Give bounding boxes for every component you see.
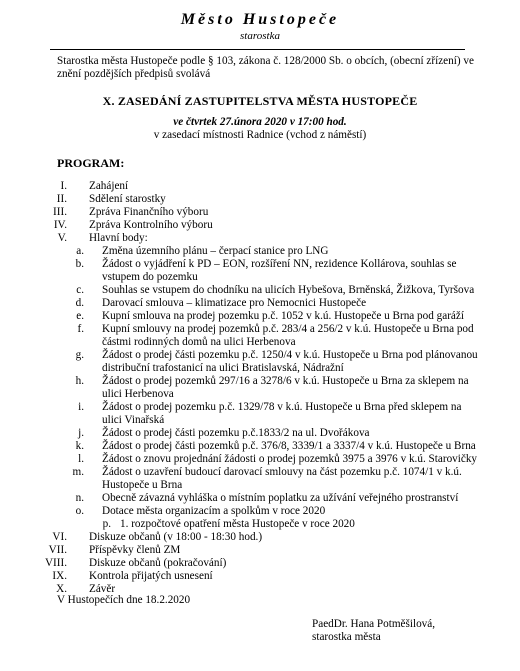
item-number: III. <box>53 206 67 218</box>
item-number: VI. <box>52 531 67 543</box>
signature-name: PaedDr. Hana Potměšilová, <box>312 618 436 630</box>
item-text: Zpráva Finančního výboru <box>89 206 209 218</box>
item-number: I. <box>60 180 67 192</box>
item-number: V. <box>57 232 67 244</box>
item-letter: e. <box>76 310 84 322</box>
item-text: Žádost o prodej části pozemku p.č. 1250/4 v k.ú. Hustopeče u Brna pod plánovanou distribuční trafostanicí na ulici Bratislavská, Nádražní <box>102 349 478 374</box>
item-number: VIII. <box>44 557 67 569</box>
item-letter: l. <box>78 453 84 465</box>
item-text: Žádost o uzavření budoucí darovací smlouvy na část pozemku p.č. 1074/1 v k.ú. Hustopeče u Brna <box>102 466 462 491</box>
item-text: 1. rozpočtové opatření města Hustopeče v roce 2020 <box>120 518 355 530</box>
item-letter: m. <box>72 466 84 478</box>
item-letter: f. <box>77 323 84 335</box>
item-text: Darovací smlouva – klimatizace pro Nemocnici Hustopeče <box>102 297 367 309</box>
item-text: Změna územního plánu – čerpací stanice pro LNG <box>102 245 329 257</box>
item-letter: d. <box>75 297 84 309</box>
item-letter: b. <box>75 258 84 270</box>
item-number: IX. <box>52 570 67 582</box>
item-text: Souhlas se vstupem do chodníku na ulicích Hybešova, Brněnská, Žižkova, Tyršova <box>102 284 475 296</box>
item-letter: i. <box>78 401 84 413</box>
item-letter: k. <box>75 440 84 452</box>
item-text: Žádost o znovu projednání žádosti o prodej pozemků 3975 a 3976 v k.ú. Starovičky <box>102 453 478 465</box>
item-letter: o. <box>75 505 84 517</box>
item-text: Diskuze občanů (v 18:00 - 18:30 hod.) <box>89 531 263 543</box>
item-text: Závěr <box>89 583 116 595</box>
item-text: Kupní smlouvy na prodej pozemků p.č. 283/4 a 256/2 v k.ú. Hustopeče u Brna pod částmi rodinných domů na ulici Herbenova <box>102 323 474 348</box>
item-letter: c. <box>76 284 84 296</box>
session-title: X. ZASEDÁNÍ ZASTUPITELSTVA MĚSTA HUSTOPEČE <box>102 94 418 108</box>
session-date-time: ve čtvrtek 27.února 2020 v 17:00 hod. <box>173 116 347 128</box>
item-text: Dotace města organizacím a spolkům v roce 2020 <box>102 505 326 517</box>
town-title: Město Hustopeče <box>180 11 340 28</box>
item-letter: a. <box>76 245 84 257</box>
item-number: VII. <box>48 544 67 556</box>
item-text: Příspěvky členů ZM <box>89 544 181 556</box>
item-text: Kupní smlouva na prodej pozemku p.č. 1052 v k.ú. Hustopeče u Brna pod garáží <box>102 310 464 322</box>
item-letter: p. <box>102 518 111 530</box>
item-text: Žádost o prodej části pozemku p.č.1833/2 na ul. Dvořákova <box>102 427 370 439</box>
item-text: Diskuze občanů (pokračování) <box>89 557 227 569</box>
header-divider <box>50 49 465 50</box>
item-text: Sdělení starostky <box>89 193 166 205</box>
item-text: Zpráva Kontrolního výboru <box>89 219 213 231</box>
item-text: Žádost o vyjádření k PD – EON, rozšíření NN, rezidence Kollárova, souhlas se vstupem do pozemku <box>102 258 457 283</box>
intro-paragraph: Starostka města Hustopeče podle § 103, zákona č. 128/2000 Sb. o obcích, (obecní zřízení) ve znění pozdějších předpisů svolává <box>57 55 474 80</box>
session-location: v zasedací místnosti Radnice (vchod z náměstí) <box>153 129 367 141</box>
item-letter: h. <box>75 375 84 387</box>
office-subtitle: starostka <box>240 30 280 42</box>
program-title: PROGRAM: <box>57 156 125 170</box>
item-number: II. <box>56 193 67 205</box>
item-letter: n. <box>75 492 84 504</box>
item-text: Hlavní body: <box>89 232 148 244</box>
item-number: IV. <box>53 219 67 231</box>
item-text: Žádost o prodej části pozemků p.č. 376/8, 3339/1 a 3337/4 v k.ú. Hustopeče u Brna <box>102 440 476 452</box>
item-text: Kontrola přijatých usnesení <box>89 570 213 582</box>
item-letter: g. <box>75 349 84 361</box>
item-text: Žádost o prodej pozemku p.č. 1329/78 v k.ú. Hustopeče u Brna před sklepem na ulici Vinařská <box>102 401 462 426</box>
item-text: Zahájení <box>89 180 129 192</box>
date-line: V Hustopečích dne 18.2.2020 <box>57 594 191 606</box>
item-number: X. <box>56 583 67 595</box>
signature-role: starostka města <box>312 631 381 643</box>
item-text: Žádost o prodej pozemků 297/16 a 3278/6 v k.ú. Hustopeče u Brna za sklepem na ulici Herbenova <box>102 375 469 400</box>
item-text: Obecně závazná vyhláška o místním poplatku za užívání veřejného prostranství <box>102 492 459 504</box>
item-letter: j. <box>78 427 84 439</box>
